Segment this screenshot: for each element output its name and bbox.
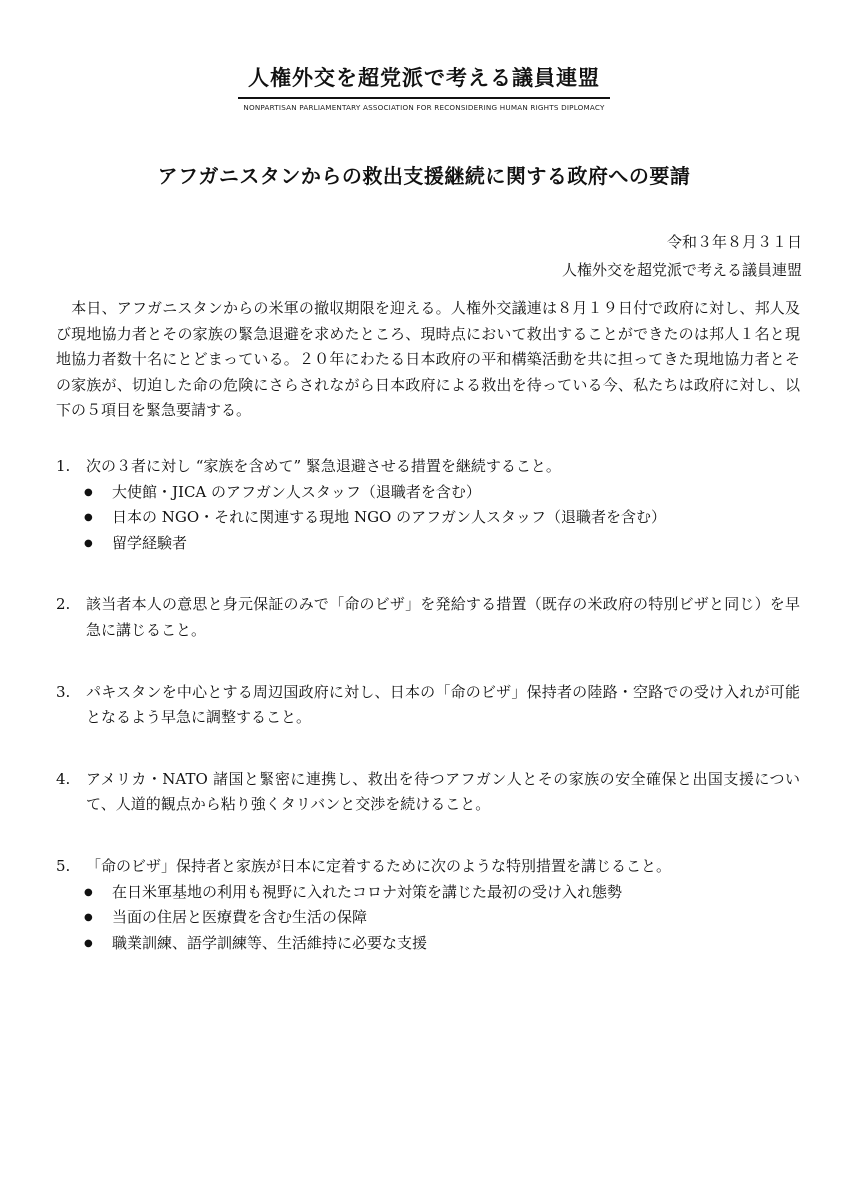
org-header [0,62,848,112]
request-text: 次の３者に対し “家族を含めて” 緊急退避させる措置を継続すること。 [86,457,561,475]
sub-list-item [56,531,800,557]
request-number: 4. [56,769,71,788]
sub-item-text: 日本の NGO・それに関連する現地 NGO のアフガン人スタッフ（退職者を含む） [112,508,666,527]
bullet-icon: ● [84,537,93,549]
sub-item-text: 大使館・JICA のアフガン人スタッフ（退職者を含む） [112,482,481,501]
request-text: アメリカ・NATO 諸国と緊密に連携し、救出を待つアフガン人とその家族の安全確保と出国支援について、人道的観点から粘り強くタリバンと交渉を続けること。 [86,769,800,814]
bullet-icon: ● [84,512,93,524]
request-item [56,854,800,956]
request-text: 「命のビザ」保持者と家族が日本に定着するために次のような特別措置を講じること。 [86,856,672,875]
org-divider [238,97,610,99]
request-item [56,680,800,731]
document-title: アフガニスタンからの救出支援継続に関する政府への要請 [157,164,691,188]
sub-item-text: 当面の住居と医療費を含む生活の保障 [112,908,368,927]
sub-item-text: 留学経験者 [112,533,188,552]
request-text: 該当者本人の意思と身元保証のみで「命のビザ」を発給する措置（既存の米政府の特別ビザと同じ）を早急に講じること。 [86,595,800,639]
request-number: 2. [56,595,71,614]
bullet-icon: ● [84,937,93,949]
sub-item-text: 職業訓練、語学訓練等、生活維持に必要な支援 [112,933,428,952]
intro-paragraph [56,296,800,424]
issuer-name: 人権外交を超党派で考える議員連盟 [561,261,802,279]
document-date: 令和３年８月３１日 [666,233,802,251]
request-item [56,454,800,556]
bullet-icon: ● [84,912,93,924]
request-number: 5. [56,856,71,875]
sub-list-item [56,880,800,906]
intro-indent [56,299,71,317]
sub-item-text: 在日米軍基地の利用も視野に入れたコロナ対策を講じた最初の受け入れ態勢 [112,882,623,901]
org-name: 人権外交を超党派で考える議員連盟 [248,66,600,90]
sub-list-item [56,905,800,931]
sub-list [56,880,800,957]
org-name-english: NONPARTISAN PARLIAMENTARY ASSOCIATION FOR RECONSIDERING HUMAN RIGHTS DIPLOMACY [243,103,605,112]
request-text: パキスタンを中心とする周辺国政府に対し、日本の「命のビザ」保持者の陸路・空路での受け入れが可能となるよう早急に調整すること。 [86,682,800,727]
request-item [56,767,800,818]
request-number: 3. [56,682,71,701]
sub-list-item [56,480,800,506]
sub-list-item [56,931,800,957]
request-item [56,592,800,643]
request-number: 1. [56,457,71,475]
intro-text: 本日、アフガニスタンからの米軍の撤収期限を迎える。人権外交議連は８月１９日付で政府に対し、邦人及び現地協力者とその家族の緊急退避を求めたところ、現時点において救出することができたのは邦人１名と現地協力者数十名にとどまっている。２０年にわたる日本政府の平和構築活動を共に担ってきた現地協力者とその家族が、切迫した命の危険にさらされながら日本政府による救出を待っている今、私たちは政府に対し、以下の５項目を緊急要請する。 [56,299,800,420]
bullet-icon: ● [84,486,93,498]
request-list [56,454,800,992]
sub-list [56,480,800,557]
bullet-icon: ● [84,886,93,898]
sub-list-item [56,505,800,531]
date-issuer-block [562,228,802,284]
